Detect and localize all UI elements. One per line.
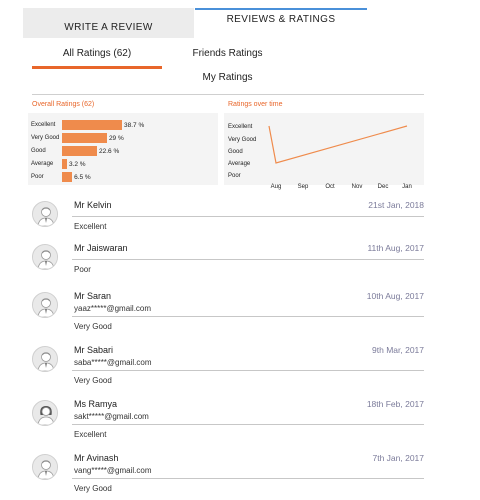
reviewer-name[interactable]: Mr Avinash xyxy=(74,453,119,463)
bar xyxy=(62,120,122,130)
review-date: 18th Feb, 2017 xyxy=(366,399,424,409)
bar-label: Good xyxy=(31,148,46,154)
tab-reviews-ratings[interactable]: REVIEWS & RATINGS xyxy=(195,8,367,38)
review-date: 10th Aug, 2017 xyxy=(366,291,424,301)
review-divider xyxy=(72,424,424,425)
y-tick-label: Very Good xyxy=(228,137,257,143)
reviewer-email: sakt*****@gmail.com xyxy=(74,412,149,421)
reviewer-name[interactable]: Ms Ramya xyxy=(74,399,118,409)
reviewer-name[interactable]: Mr Kelvin xyxy=(74,200,112,210)
review-rating: Excellent xyxy=(74,430,107,439)
bar-value-label: 3.2 % xyxy=(68,161,86,168)
review-divider xyxy=(72,316,424,317)
male-avatar-icon xyxy=(32,292,58,318)
x-tick-label: Aug xyxy=(270,184,282,190)
review-date: 11th Aug, 2017 xyxy=(367,243,424,253)
review-divider xyxy=(72,370,424,371)
bar-label: Poor xyxy=(31,174,44,180)
review-date: 9th Mar, 2017 xyxy=(372,345,424,355)
x-tick-label: Dec xyxy=(377,184,389,190)
review-divider xyxy=(72,259,424,260)
reviewer-email: yaaz*****@gmail.com xyxy=(74,304,152,313)
y-tick-label: Average xyxy=(228,161,251,167)
x-tick-label: Nov xyxy=(351,184,363,190)
review-divider xyxy=(72,478,424,479)
x-tick-label: Oct xyxy=(325,184,335,190)
tab-all-ratings[interactable]: All Ratings (62) xyxy=(62,48,132,59)
bar xyxy=(62,146,97,156)
line-chart xyxy=(224,113,424,193)
male-avatar-icon xyxy=(32,346,58,372)
bar-value-label: 29 % xyxy=(108,135,124,142)
reviewer-name[interactable]: Mr Sabari xyxy=(74,345,114,355)
male-avatar-icon xyxy=(32,244,58,270)
tab-write-review[interactable]: WRITE A REVIEW xyxy=(23,8,194,38)
bar xyxy=(62,172,72,182)
review-divider xyxy=(72,216,424,217)
review-rating: Very Good xyxy=(74,322,112,331)
review-rating: Very Good xyxy=(74,376,112,385)
bar-value-label: 6.5 % xyxy=(74,174,91,181)
reviewer-email: vang*****@gmail.com xyxy=(74,466,152,475)
tab-friends-ratings[interactable]: Friends Ratings xyxy=(192,48,263,59)
bar-label: Very Good xyxy=(31,135,60,141)
review-date: 21st Jan, 2018 xyxy=(368,200,424,210)
review-date: 7th Jan, 2017 xyxy=(372,453,424,463)
reviewer-email: saba*****@gmail.com xyxy=(74,358,152,367)
male-avatar-icon xyxy=(32,454,58,480)
tab-my-ratings[interactable]: My Ratings xyxy=(202,72,253,83)
female-avatar-icon xyxy=(32,400,58,426)
reviewer-name[interactable]: Mr Jaiswaran xyxy=(74,243,128,253)
male-avatar-icon xyxy=(32,201,58,227)
review-rating: Excellent xyxy=(74,222,107,231)
bar-value-label: 22.6 % xyxy=(99,148,120,155)
review-rating: Poor xyxy=(74,265,91,274)
divider xyxy=(32,94,424,95)
bar-label: Average xyxy=(31,161,54,167)
x-tick-label: Sep xyxy=(297,184,309,190)
bar xyxy=(62,159,67,169)
reviewer-name[interactable]: Mr Saran xyxy=(74,291,112,301)
x-tick-label: Jan xyxy=(402,184,412,190)
bar xyxy=(62,133,107,143)
bar-value-label: 38.7 % xyxy=(123,122,145,129)
bar-label: Excellent xyxy=(31,122,56,128)
ratings-over-time-title: Ratings over time xyxy=(228,101,283,108)
series-line xyxy=(269,126,407,163)
overall-ratings-title: Overall Ratings (62) xyxy=(32,101,95,108)
y-tick-label: Poor xyxy=(228,173,241,179)
active-tab-indicator xyxy=(32,66,162,69)
y-tick-label: Good xyxy=(228,149,243,155)
y-tick-label: Excellent xyxy=(228,124,253,130)
review-rating: Very Good xyxy=(74,484,112,493)
